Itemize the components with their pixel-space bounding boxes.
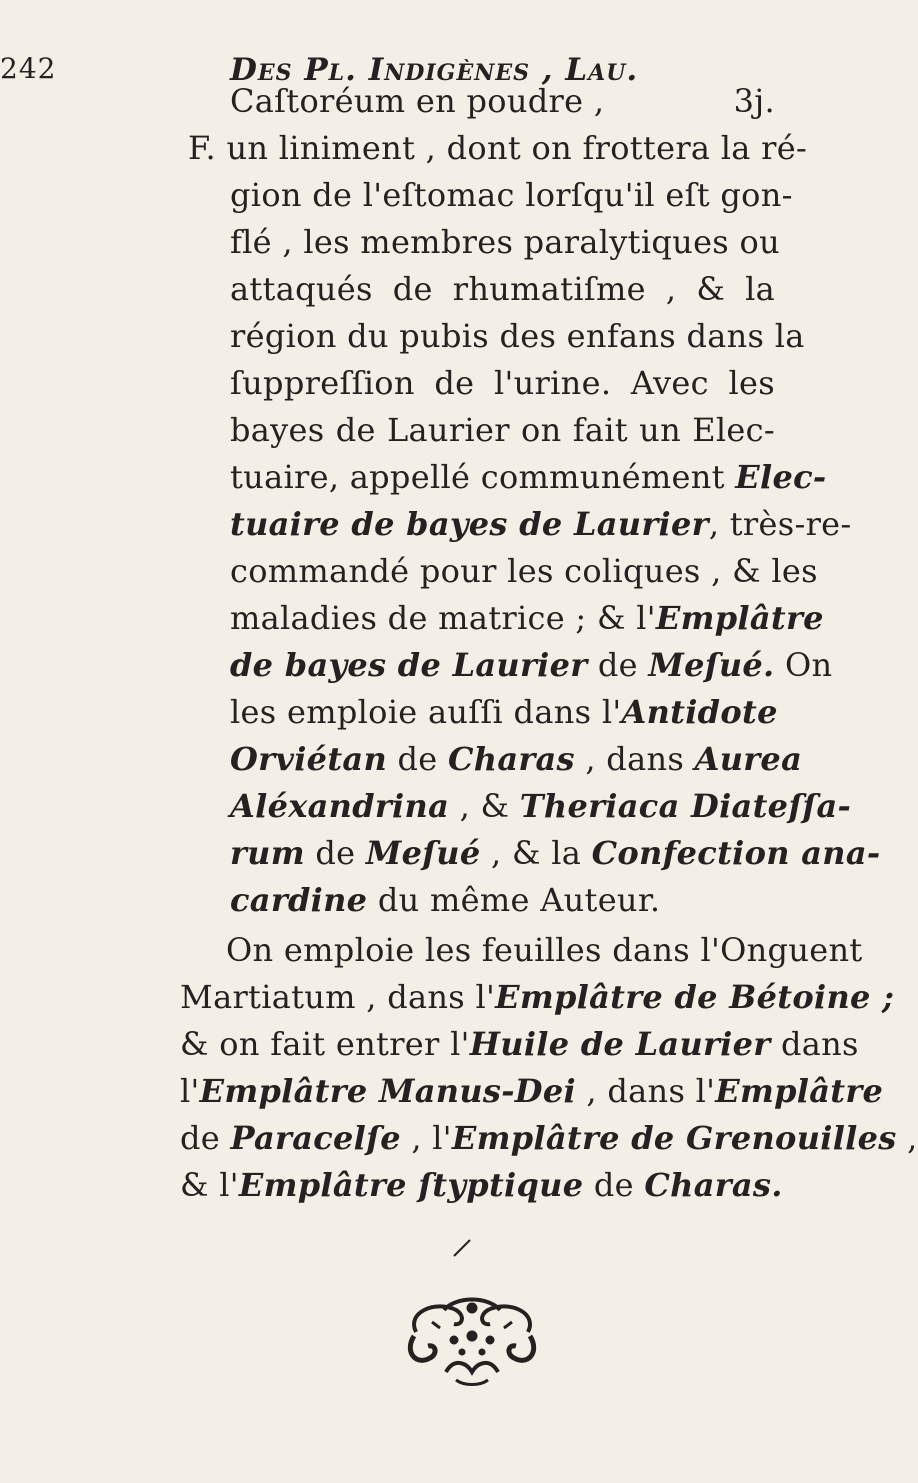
text-segment: F. un liniment , dont on frottera la ré-	[188, 129, 808, 167]
italic-term: Emplâtre Manus-Dei	[199, 1072, 576, 1110]
text-segment: , & la	[480, 834, 592, 872]
text-line	[230, 501, 852, 547]
text-line	[230, 783, 852, 829]
text-segment: & l'	[180, 1166, 239, 1204]
text-line	[230, 219, 780, 265]
italic-term: de bayes de Laurier	[230, 646, 588, 684]
text-segment: de	[587, 646, 649, 684]
text-line	[180, 1162, 783, 1208]
italic-term: Orviétan	[230, 740, 388, 778]
text-segment: , très-re-	[708, 505, 852, 543]
text-line	[230, 407, 775, 453]
italic-term: Emplâtre de Grenouilles	[451, 1119, 897, 1157]
italic-term: tuaire de bayes de Laurier	[230, 505, 709, 543]
text-line	[230, 548, 818, 594]
text-line	[230, 736, 803, 782]
text-line	[230, 454, 827, 500]
text-segment: bayes de Laurier on fait un Elec-	[230, 411, 775, 449]
page-number: 242	[0, 52, 57, 85]
text-segment: de	[304, 834, 366, 872]
text-segment: , dans	[574, 740, 695, 778]
italic-term: Meſué.	[648, 646, 775, 684]
fleuron-ornament-icon	[396, 1292, 548, 1388]
text-segment: flé , les membres paralytiques ou	[230, 223, 780, 261]
text-segment: , dans l'	[575, 1072, 716, 1110]
text-segment: dans	[770, 1025, 859, 1063]
text-line	[230, 360, 775, 406]
text-line	[180, 1115, 918, 1161]
text-segment: Martiatum , dans l'	[180, 978, 496, 1016]
dose-symbol: 3j.	[733, 82, 775, 120]
italic-term: Emplâtre	[715, 1072, 884, 1110]
text-line	[230, 877, 660, 923]
text-segment: & on fait entrer l'	[180, 1025, 470, 1063]
italic-term: Charas.	[644, 1166, 783, 1204]
running-title: Des Pl. Indigènes , Lau.	[230, 52, 639, 88]
italic-term: Aurea	[694, 740, 803, 778]
text-segment: gion de l'eſtomac lorſqu'il eſt gon-	[230, 176, 793, 214]
italic-term: Aléxandrina	[230, 787, 450, 825]
text-line	[230, 642, 833, 688]
text-segment: commandé pour les coliques , & les	[230, 552, 818, 590]
text-segment: région du pubis des enfans dans la	[230, 317, 805, 355]
text-line	[230, 313, 805, 359]
text-segment: de	[583, 1166, 645, 1204]
italic-term: Meſué	[365, 834, 481, 872]
text-segment: ,	[896, 1119, 918, 1157]
text-segment: Caſtoréum en poudre ,	[230, 82, 605, 120]
italic-term: Charas	[448, 740, 575, 778]
text-segment: maladies de matrice ; & l'	[230, 599, 656, 637]
italic-term: Paracelſe	[230, 1119, 401, 1157]
text-line	[230, 689, 778, 735]
text-segment: , l'	[400, 1119, 452, 1157]
tick-mark-icon	[452, 1238, 472, 1258]
text-line	[230, 78, 775, 124]
text-line	[230, 172, 793, 218]
italic-term: Confection ana-	[591, 834, 881, 872]
text-segment: , &	[449, 787, 520, 825]
text-segment: du même Auteur.	[367, 881, 661, 919]
text-line	[226, 927, 863, 973]
text-segment: les emploie auſſi dans l'	[230, 693, 622, 731]
italic-term: cardine	[230, 881, 368, 919]
text-segment: de	[387, 740, 448, 778]
italic-term: Elec-	[735, 458, 827, 496]
italic-term: Antidote	[621, 693, 778, 731]
text-line	[180, 1021, 859, 1067]
text-segment: de	[180, 1119, 231, 1157]
italic-term: Emplâtre de Bétoine ;	[495, 978, 895, 1016]
text-segment: On emploie les feuilles dans l'Onguent	[226, 931, 863, 969]
text-line	[188, 125, 808, 171]
text-line	[230, 595, 824, 641]
text-segment: ſuppreſſion de l'urine. Avec les	[230, 364, 775, 402]
italic-term: Emplâtre ſtyptique	[238, 1166, 584, 1204]
text-segment: attaqués de rhumatiſme , & la	[230, 270, 775, 308]
italic-term: Emplâtre	[655, 599, 824, 637]
text-segment: On	[774, 646, 833, 684]
text-line	[230, 266, 775, 312]
italic-term: rum	[230, 834, 305, 872]
text-line	[180, 1068, 884, 1114]
text-segment: tuaire, appellé communément	[230, 458, 725, 496]
text-line	[180, 974, 895, 1020]
text-segment: l'	[180, 1072, 200, 1110]
text-line	[230, 830, 881, 876]
italic-term: Theriaca Diateſſa-	[519, 787, 852, 825]
italic-term: Huile de Laurier	[469, 1025, 771, 1063]
